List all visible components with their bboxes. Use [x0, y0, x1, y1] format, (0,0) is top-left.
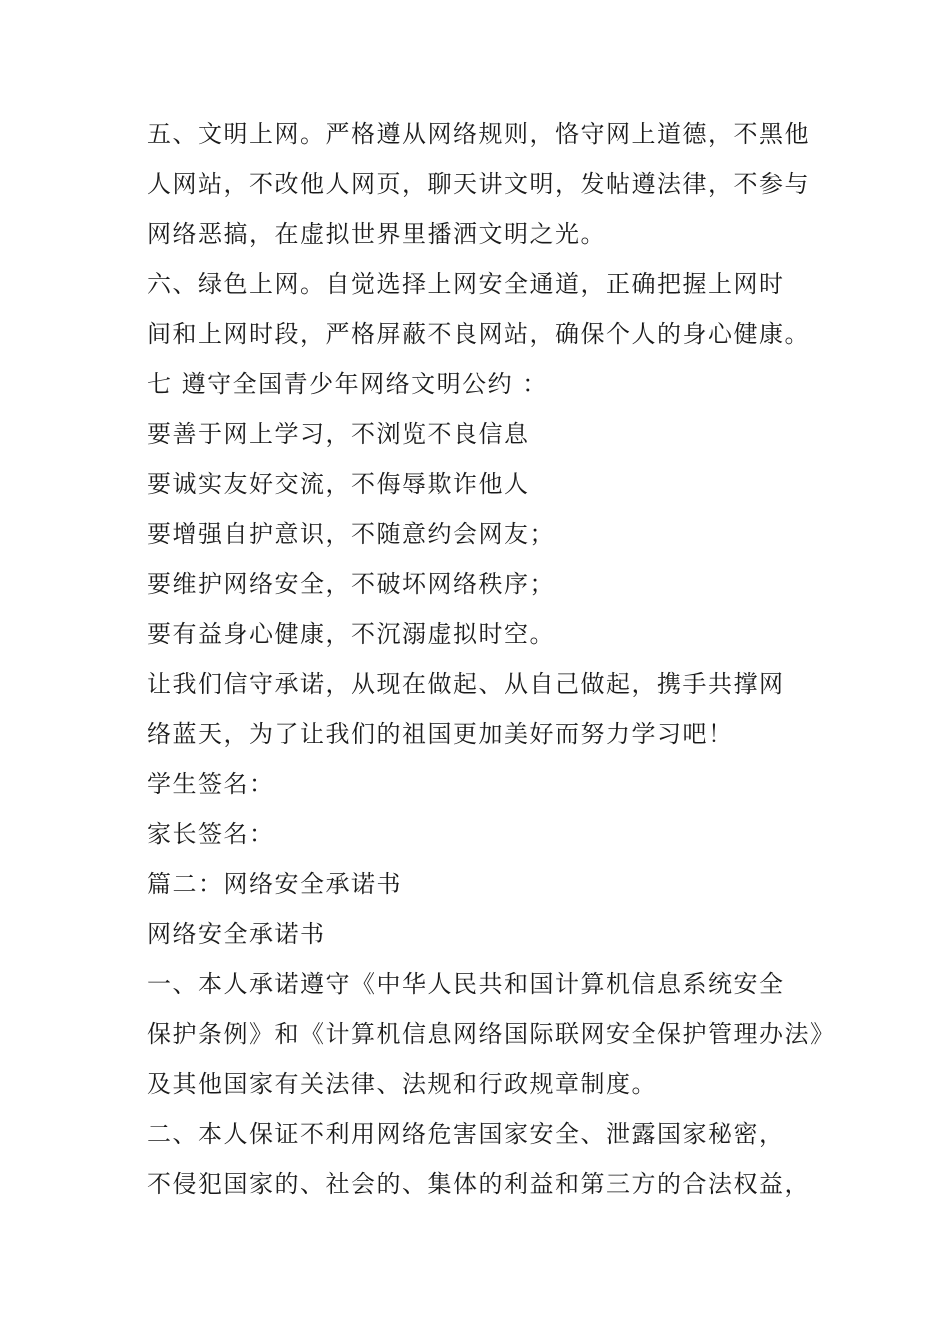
text-line: 不侵犯国家的、社会的、集体的利益和第三方的合法权益， — [147, 1170, 810, 1198]
text-line: 人网站，不改他人网页，聊天讲文明，发帖遵法律，不参与 — [147, 170, 810, 198]
document-title: 网络安全承诺书 — [147, 920, 326, 948]
text-line: 二、本人保证不利用网络危害国家安全、泄露国家秘密， — [147, 1120, 785, 1148]
text-line: 六、绿色上网。自觉选择上网安全通道，正确把握上网时 — [147, 270, 785, 298]
text-line: 网络恶搞，在虚拟世界里播洒文明之光。 — [147, 220, 606, 248]
text-line: 及其他国家有关法律、法规和行政规章制度。 — [147, 1070, 657, 1098]
text-line: 要诚实友好交流，不侮辱欺诈他人 — [147, 470, 530, 498]
text-line: 一、本人承诺遵守《中华人民共和国计算机信息系统安全 — [147, 970, 785, 998]
text-line: 七 遵守全国青少年网络文明公约 ： — [147, 370, 548, 398]
text-line: 要维护网络安全，不破坏网络秩序； — [147, 570, 555, 598]
text-line: 让我们信守承诺，从现在做起、从自己做起，携手共撑网 — [147, 670, 785, 698]
text-line: 要有益身心健康，不沉溺虚拟时空。 — [147, 620, 555, 648]
text-line: 要增强自护意识，不随意约会网友； — [147, 520, 555, 548]
text-line: 家长签名： — [147, 820, 275, 848]
text-line: 保护条例》和《计算机信息网络国际联网安全保护管理办法》 — [147, 1020, 836, 1048]
text-line: 五、文明上网。严格遵从网络规则，恪守网上道德，不黑他 — [147, 120, 810, 148]
text-line: 络蓝天，为了让我们的祖国更加美好而努力学习吧！ — [147, 720, 734, 748]
text-line: 学生签名： — [147, 770, 275, 798]
text-line: 要善于网上学习，不浏览不良信息 — [147, 420, 530, 448]
section-heading: 篇二：网络安全承诺书 — [147, 870, 402, 898]
text-line: 间和上网时段，严格屏蔽不良网站，确保个人的身心健康。 — [147, 320, 810, 348]
